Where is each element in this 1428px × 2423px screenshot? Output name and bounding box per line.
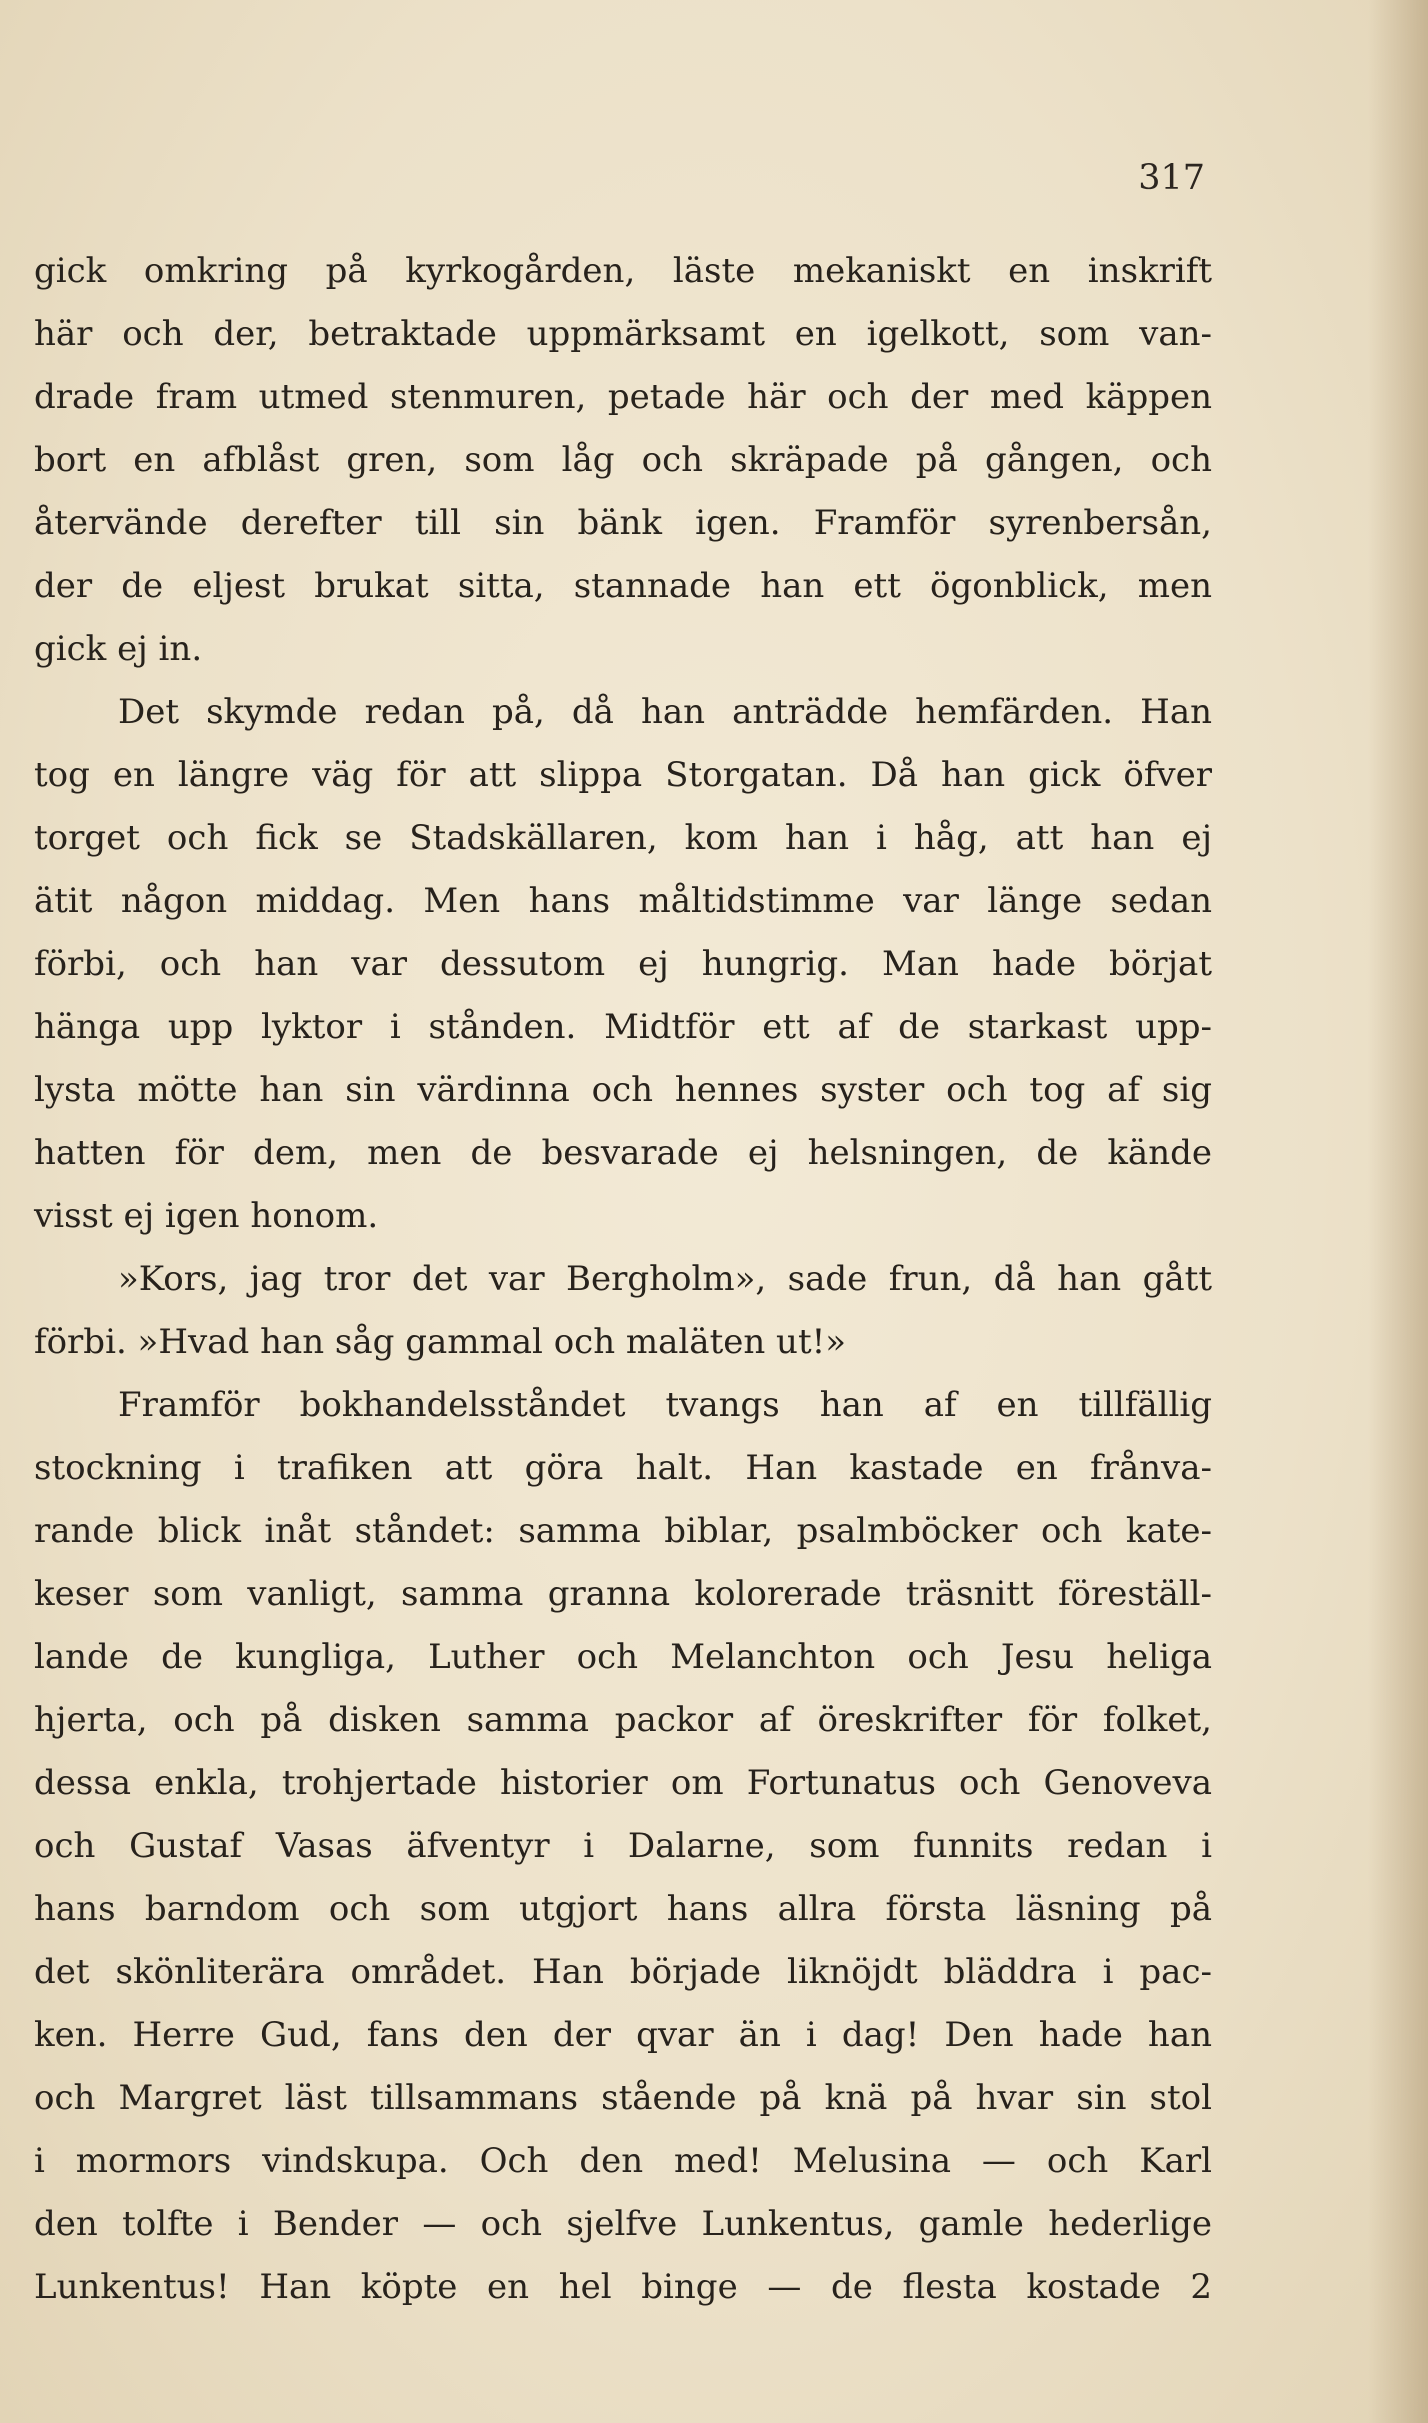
text-line: hans barndom och som utgjort hans allra första läsning på xyxy=(34,1889,1212,1929)
text-line: hjerta, och på disken samma packor af öreskrifter för folket, xyxy=(34,1700,1212,1740)
text-line: den tolfte i Bender — och sjelfve Lunkentus, gamle hederlige xyxy=(34,2204,1212,2244)
page-edge-shadow xyxy=(1368,0,1428,2423)
text-line: visst ej igen honom. xyxy=(34,1196,379,1236)
text-line: förbi. »Hvad han såg gammal och maläten ut!» xyxy=(34,1322,847,1362)
text-line: lande de kungliga, Luther och Melanchton och Jesu heliga xyxy=(34,1637,1212,1677)
text-line: hänga upp lyktor i stånden. Midtför ett af de starkast upp- xyxy=(34,1007,1212,1047)
text-line: ätit någon middag. Men hans måltidstimme var länge sedan xyxy=(34,881,1212,921)
text-line: tog en längre väg för att slippa Storgatan. Då han gick öfver xyxy=(34,755,1212,795)
text-line: Framför bokhandelsståndet tvangs han af en tillfällig xyxy=(118,1385,1212,1425)
text-line: keser som vanligt, samma granna kolorerade träsnitt föreställ- xyxy=(34,1574,1212,1614)
text-line: stockning i trafiken att göra halt. Han kastade en frånva- xyxy=(34,1448,1212,1488)
text-line: bort en afblåst gren, som låg och skräpade på gången, och xyxy=(34,440,1212,480)
text-line: lysta mötte han sin värdinna och hennes syster och tog af sig xyxy=(34,1070,1212,1110)
text-line: dessa enkla, trohjertade historier om Fortunatus och Genoveva xyxy=(34,1763,1212,1803)
text-line: rande blick inåt ståndet: samma biblar, psalmböcker och kate- xyxy=(34,1511,1212,1551)
text-line: återvände derefter till sin bänk igen. Framför syrenbersån, xyxy=(34,503,1212,543)
body-text xyxy=(34,240,1212,2319)
text-line: Lunkentus! Han köpte en hel binge — de flesta kostade 2 xyxy=(34,2267,1212,2307)
text-line: drade fram utmed stenmuren, petade här och der med käppen xyxy=(34,377,1212,417)
text-line: och Margret läst tillsammans stående på knä på hvar sin stol xyxy=(34,2078,1212,2118)
text-line: »Kors, jag tror det var Bergholm», sade frun, då han gått xyxy=(118,1259,1212,1299)
text-line: Det skymde redan på, då han anträdde hemfärden. Han xyxy=(118,692,1212,732)
page-number: 317 xyxy=(1138,158,1205,198)
text-line: i mormors vindskupa. Och den med! Melusina — och Karl xyxy=(34,2141,1212,2181)
text-line: hatten för dem, men de besvarade ej helsningen, de kände xyxy=(34,1133,1212,1173)
text-line: torget och fick se Stadskällaren, kom han i håg, att han ej xyxy=(34,818,1212,858)
text-line: gick ej in. xyxy=(34,629,203,669)
text-line: det skönliterära området. Han började liknöjdt bläddra i pac- xyxy=(34,1952,1212,1992)
text-line: gick omkring på kyrkogården, läste mekaniskt en inskrift xyxy=(34,251,1212,291)
text-line: här och der, betraktade uppmärksamt en igelkott, som van- xyxy=(34,314,1212,354)
text-line: förbi, och han var dessutom ej hungrig. Man hade börjat xyxy=(34,944,1212,984)
text-line: der de eljest brukat sitta, stannade han ett ögonblick, men xyxy=(34,566,1212,606)
text-line: ken. Herre Gud, fans den der qvar än i dag! Den hade han xyxy=(34,2015,1212,2055)
text-line: och Gustaf Vasas äfventyr i Dalarne, som funnits redan i xyxy=(34,1826,1212,1866)
